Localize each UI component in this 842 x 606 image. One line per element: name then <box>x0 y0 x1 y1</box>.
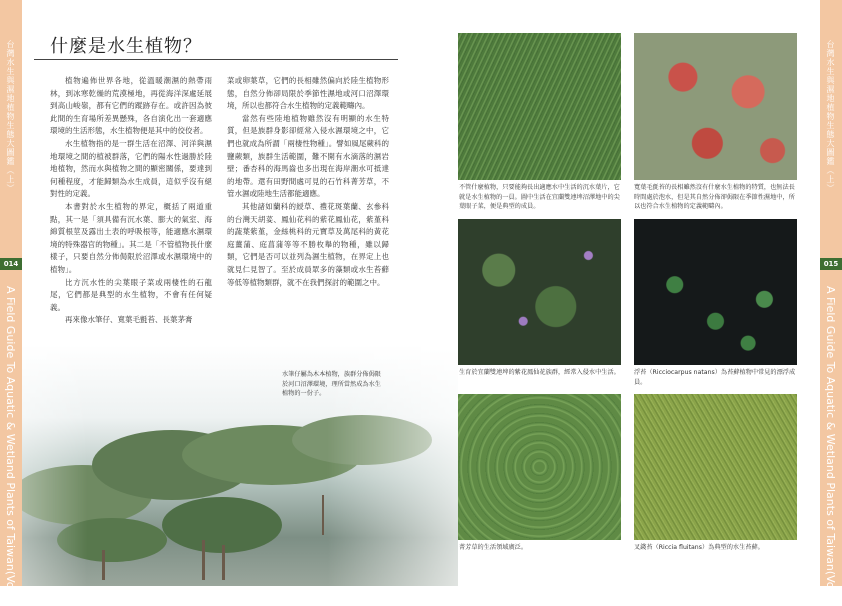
mangrove-photo <box>22 345 458 586</box>
chickweed-caption: 菁芳草的生活領域廣泛。 <box>459 544 528 551</box>
grass-photo <box>458 33 621 180</box>
riccia-photo <box>634 394 797 540</box>
violet-photo <box>458 219 621 365</box>
mangrove-caption: 水筆仔屬為木本植物，族群分佈侷限於河口沼澤環境，理所當然成為水生植物的一份子。 <box>282 371 381 397</box>
page-number-right: 015 <box>820 258 842 270</box>
sundew-caption: 寬葉毛氈苔的長相雖然沒有什麼水生植物的特質，也無法長時間處於泡水，但是其自然分佈卻侷限在季節性濕地中，所以也符合水生植物的定義範疇內。 <box>634 184 795 210</box>
paragraph: 當然有些陸地植物雖然沒有明顯的水生特質，但是族群身影卻經常入侵水濕環境之中，它們也就成為所謂「兩棲性物種」。譬如風尾蕨科的鹽蕨類，族群生活範圍，難不開有水滴落的濕岩壁；番杏科的海馬齒也多出現在海岸潮水可抵達的地帶。還有田野間處可見的石竹科菁芳草，不管水濕或陸地生活都能適應。 <box>227 113 389 199</box>
book-title-vertical: 台灣水生與濕地植物生態大圖鑑（上） <box>6 40 15 193</box>
chickweed-photo <box>458 394 621 540</box>
book-subtitle-vertical-right: A Field Guide To Aquatic & Wetland Plants of Taiwan(Vol.1) <box>824 286 837 606</box>
paragraph: 其他諸如蘭科的綬草、禮花斑葉蘭、玄參科的台灣天胡荽、鳳仙花科的紫花鳳仙花，紫堇科的蔬葉紫堇，金絲桃科的元寶草及萬尾科的黃花庭薑蒲、庭菖蒲等等不勝枚舉的物種，雖以歸類，它們是否可以並列為濕生植物，在界定上也就見仁見智了。至於成員眾多的藻類或水生苔蘚等低等植物類群，就不在我們探討的範圍之中。 <box>227 201 389 287</box>
paragraph: 比方沉水性的尖葉眼子菜或兩棲性的石龍尾，它們都是典型的水生植物，不會有任何疑義。 <box>50 277 212 312</box>
title-rule <box>34 59 398 60</box>
book-title-vertical-right: 台灣水生與濕地植物生態大圖鑑（上） <box>826 40 835 193</box>
left-margin-strip <box>0 0 22 606</box>
grass-caption: 不管什麼植物，只要能夠長出適應水中生活的沉水葉片，它就是水生植物的一員。圖中生活在宜蘭雙連埤沼澤地中的尖葉眼子菜，便是典型的成員。 <box>459 184 620 210</box>
page-number-left: 014 <box>0 258 22 270</box>
sundew-photo <box>634 33 797 180</box>
paragraph: 本書對於水生植物的界定，概括了兩道重點，其一是「須具備有沉水葉、膨大的氣室、海綿質根莖及露出土表的呼吸根等，能適應水濕環境的特殊器官的物種」。其二是「不管植物長什麼樣子，只要自然分佈侷限於沼澤或水濕環境中的植物」。 <box>50 201 212 274</box>
right-margin-strip <box>820 0 842 606</box>
violet-caption: 生育於宜蘭雙連埤的紫花鳳仙花族群，經常入侵水中生活。 <box>459 369 620 376</box>
article-title: 什麼是水生植物？ <box>50 36 202 57</box>
riccia-caption: 叉錢苔（Riccia fluitans）為典型的水生苔蘚。 <box>634 544 764 551</box>
body-column-2 <box>227 75 389 369</box>
paragraph: 植物遍佈世界各地，從溫暖潮濕的熱帶雨林，到冰寒乾燥的荒漠極地，再從海洋深處延展到高山峻嶺，都有它們的蹤跡存在。或許因為彼此間的生育場所差異懸殊，各自演化出一套適應環境的生活形態，水生植物便是其中的佼佼者。 <box>50 76 212 136</box>
book-subtitle-vertical: A Field Guide To Aquatic & Wetland Plants of Taiwan(Vol.1) <box>4 286 17 606</box>
paragraph: 水生植物指的是一群生活在沼澤、河洋與濕地環境之間的植被群落，它們的陽水性過勝於陸地植物，然而水與植物之間的顯密關係，要達到何種程度，才能歸類為水生成員，這似乎沒有絕對性的定義。 <box>50 138 212 199</box>
paragraph: 菜或卵葉草，它們的長相雖然偏向於陸生植物形態，自然分佈卻局限於季節性濕地或河口沼澤環境，所以也都符合水生植物的定義範疇內。 <box>227 76 389 111</box>
body-column-1 <box>50 75 212 375</box>
floating-caption: 浮苔（Ricciocarpus natans）為苔蘚植物中常見的漂浮成員。 <box>634 369 796 386</box>
paragraph: 再來像水筆仔、寬葉毛氈苔、長葉茅膏 <box>65 315 193 325</box>
floating-liverwort-photo <box>634 219 797 365</box>
mangrove-trees-illustration <box>22 345 458 586</box>
